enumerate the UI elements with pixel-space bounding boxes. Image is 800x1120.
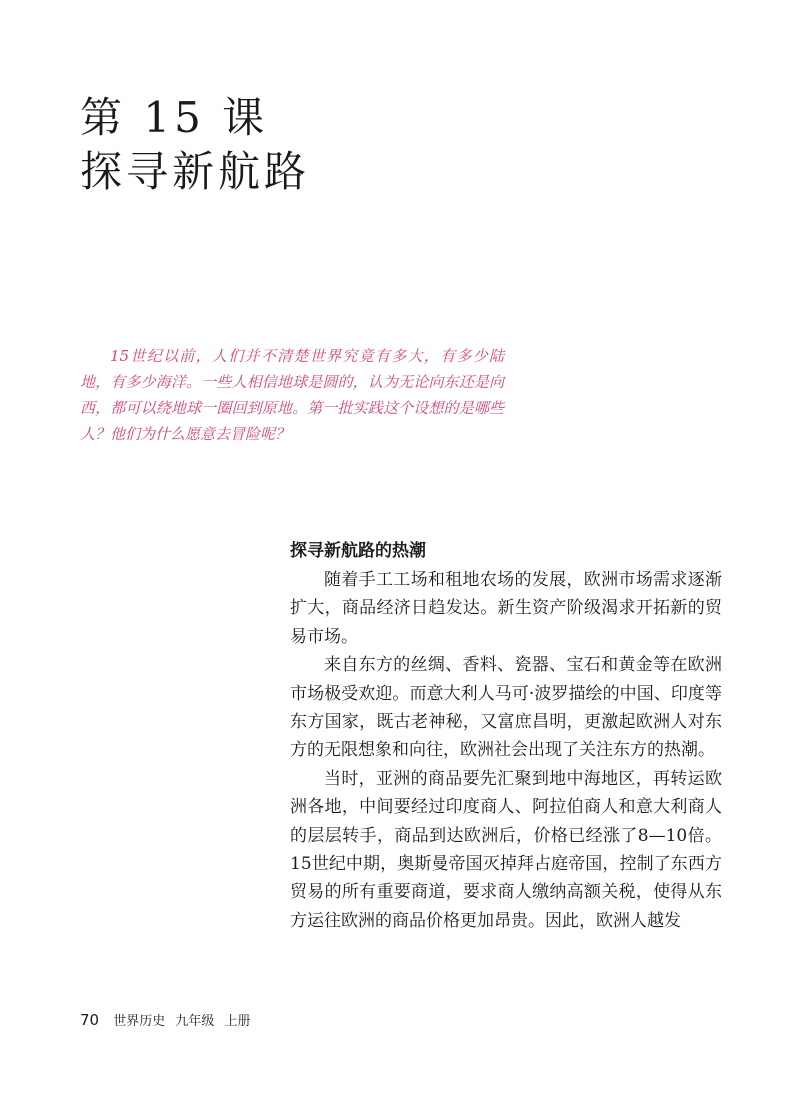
lesson-title: 探寻新航路	[80, 147, 311, 196]
book-title: 世界历史	[113, 1014, 166, 1029]
lesson-number: 第 15 课	[80, 93, 269, 142]
intro-text: 15世纪以前，人们并不清楚世界究竟有多大，有多少陆地，有多少海洋。一些人相信地球是圆的，认为无论向东还是向西，都可以绕地球一圈回到原地。第一批实践这个设想的是哪些人？他们为什么愿意去冒险呢？	[80, 347, 504, 443]
page-footer	[80, 1010, 251, 1029]
paragraph-3: 当时，亚洲的商品要先汇聚到地中海地区，再转运欧洲各地，中间要经过印度商人、阿拉伯商人和意大利商人的层层转手，商品到达欧洲后，价格已经涨了8—10倍。15世纪中期，奥斯曼帝国灭掉拜占庭帝国，控制了东西方贸易的所有重要商道，要求商人缴纳高额关税，使得从东方运往欧洲的商品价格更加昂贵。因此，欧洲人越发	[290, 768, 722, 931]
intro-question	[80, 343, 504, 447]
section-body	[290, 536, 722, 935]
volume-label: 上册	[224, 1014, 251, 1029]
paragraph-2: 来自东方的丝绸、香料、瓷器、宝石和黄金等在欧洲市场极受欢迎。而意大利人马可·波罗描绘的中国、印度等东方国家，既古老神秘，又富庶昌明，更激起欧洲人对东方的无限想象和向往，欧洲社会出现了关注东方的热潮。	[290, 655, 722, 761]
page-number: 70	[80, 1011, 100, 1029]
grade-label: 九年级	[175, 1014, 215, 1029]
paragraph-1: 随着手工工场和租地农场的发展，欧洲市场需求逐渐扩大，商品经济日趋发达。新生资产阶级渴求开拓新的贸易市场。	[290, 570, 722, 647]
section-heading: 探寻新航路的热潮	[290, 541, 426, 561]
